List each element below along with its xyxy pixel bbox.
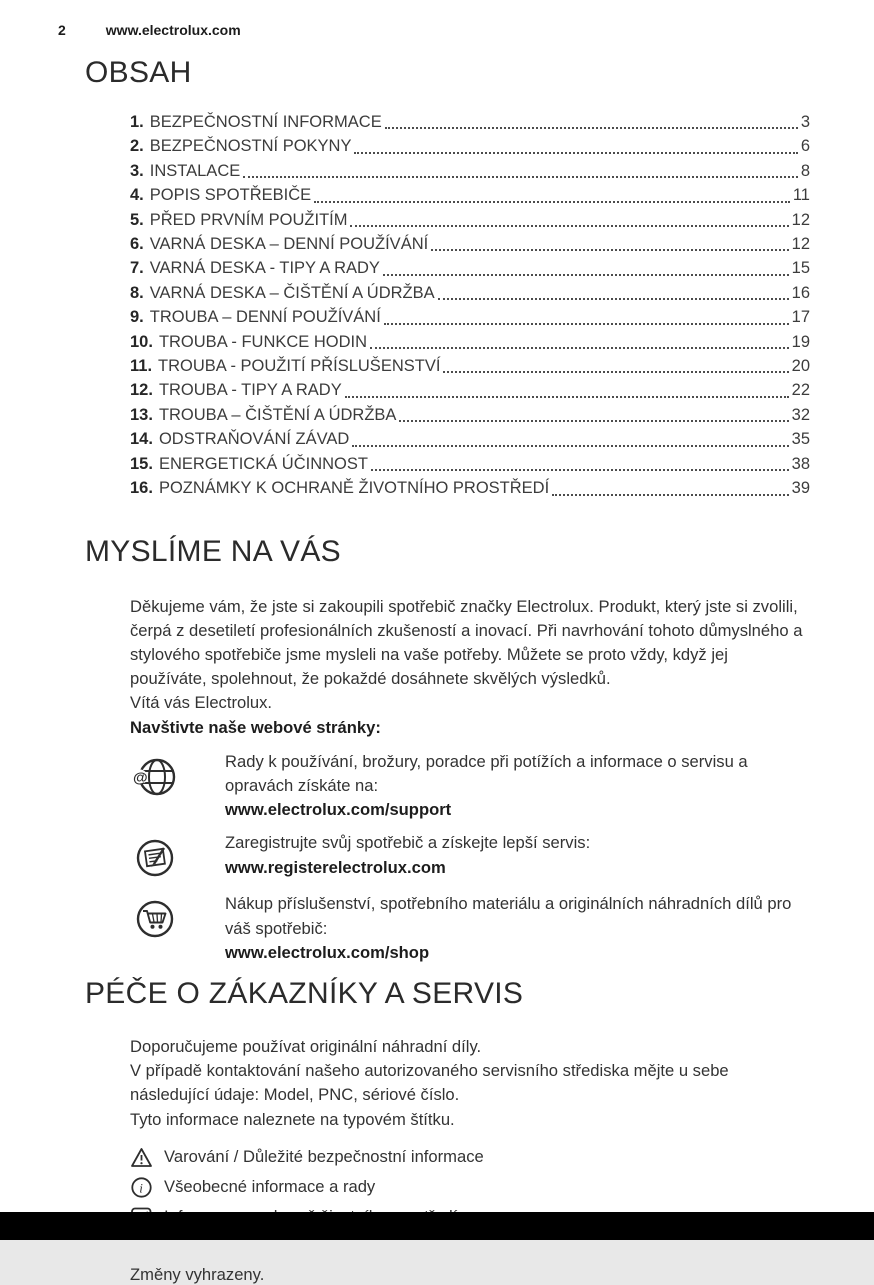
visit-label: Navštivte naše webové stránky: [130, 717, 381, 737]
warning-note-text: Varování / Důležité bezpečnostní informace [164, 1147, 484, 1167]
register-text: Zaregistrujte svůj spotřebič a získejte lepší servis: [225, 833, 591, 853]
toc-entry[interactable] [130, 110, 810, 134]
toc-entry-label: ENERGETICKÁ ÚČINNOST [158, 454, 368, 473]
toc-entry-label: ODSTRAŇOVÁNÍ ZÁVAD [158, 430, 350, 449]
welcome-line: Vítá vás Electrolux. [130, 693, 273, 713]
toc-entry-label: PŘED PRVNÍM POUŽITÍM [149, 210, 348, 229]
toc-entry-number: 9. [130, 308, 144, 327]
toc-entry[interactable] [130, 256, 810, 280]
toc-entry-page: 6 [800, 137, 810, 156]
toc-entry-page: 32 [791, 405, 810, 424]
globe-icon [130, 752, 180, 802]
toc-leader-dots [438, 298, 789, 300]
toc-entry-number: 3. [130, 161, 144, 180]
toc-entry-label: TROUBA - POUŽITÍ PŘÍSLUŠENSTVÍ [158, 357, 441, 376]
toc-entry-number: 7. [130, 259, 144, 278]
toc-entry-label: TROUBA - FUNKCE HODIN [158, 332, 368, 351]
toc-entry-number: 6. [130, 235, 144, 254]
shop-link-text [225, 892, 810, 965]
info-icon [130, 1176, 153, 1199]
toc-entry-label: VARNÁ DESKA – ČIŠTĚNÍ A ÚDRŽBA [149, 283, 435, 302]
toc-entry[interactable] [130, 330, 810, 354]
care-title: PÉČE O ZÁKAZNÍKY A SERVIS [85, 976, 524, 1010]
toc-entry[interactable] [130, 476, 810, 500]
toc-leader-dots [345, 396, 789, 398]
toc-entry-page: 12 [791, 210, 810, 229]
shop-text: Nákup příslušenství, spotřebního materiálu a originálních náhradních dílů pro váš spotřebič: [225, 894, 792, 938]
register-icon [130, 833, 180, 883]
care-line-2: V případě kontaktování našeho autorizovaného servisního střediska mějte u sebe následující údaje: Model, PNC, sériové číslo. [130, 1061, 729, 1105]
cart-icon [130, 894, 180, 944]
toc-entry-label: INSTALACE [149, 161, 241, 180]
care-line-1: Doporučujeme používat originální náhradní díly. [130, 1036, 482, 1056]
toc-leader-dots [399, 420, 788, 422]
toc-entry[interactable] [130, 281, 810, 305]
toc-leader-dots [384, 323, 789, 325]
toc-entry-label: POPIS SPOTŘEBIČE [149, 186, 312, 205]
page-header [0, 0, 874, 38]
toc-entry-number: 11. [130, 357, 153, 376]
toc-entry-number: 4. [130, 186, 144, 205]
toc-entry-page: 16 [791, 283, 810, 302]
toc-leader-dots [314, 201, 790, 203]
page-number: 2 [58, 22, 66, 38]
toc-entry-label: POZNÁMKY K OCHRANĚ ŽIVOTNÍHO PROSTŘEDÍ [158, 479, 550, 498]
toc-entry-number: 2. [130, 137, 144, 156]
toc-entry-label: TROUBA - TIPY A RADY [158, 381, 342, 400]
toc-entry-label: TROUBA – DENNÍ POUŽÍVÁNÍ [149, 308, 381, 327]
toc-entry-label: VARNÁ DESKA – DENNÍ POUŽÍVÁNÍ [149, 235, 429, 254]
toc-entry-label: BEZPEČNOSTNÍ POKYNY [149, 137, 352, 156]
info-note [130, 1176, 804, 1199]
toc-entry-page: 17 [791, 308, 810, 327]
toc-entry[interactable] [130, 427, 810, 451]
toc-entry[interactable] [130, 403, 810, 427]
toc-leader-dots [354, 152, 797, 154]
shop-url[interactable]: www.electrolux.com/shop [225, 942, 430, 962]
info-note-text: Všeobecné informace a rady [164, 1177, 376, 1197]
toc-entry[interactable] [130, 183, 810, 207]
register-url[interactable]: www.registerelectrolux.com [225, 857, 446, 877]
support-url[interactable]: www.electrolux.com/support [225, 800, 452, 820]
toc-leader-dots [243, 176, 798, 178]
care-line-3: Tyto informace naleznete na typovém štítku. [130, 1109, 455, 1129]
toc-leader-dots [552, 494, 788, 496]
toc-entry-page: 35 [791, 430, 810, 449]
toc-entry-number: 12. [130, 381, 153, 400]
intro-paragraph: Děkujeme vám, že jste si zakoupili spotřebič značky Electrolux. Produkt, který jste si zvolili, čerpá z desetiletí profesionálních zkušeností a inovací. Při navrhování tohoto důmyslného a stylového spotřebiče jsme mysleli na vaše potřeby. Můžete se proto vždy, když jej používáte, spolehnout, že pokaždé dosáhnete skvělých výsledků. [130, 596, 803, 689]
toc-title: OBSAH [85, 56, 192, 89]
toc-leader-dots [443, 371, 788, 373]
toc-entry[interactable] [130, 208, 810, 232]
warning-note [130, 1146, 804, 1169]
toc-entry-page: 38 [791, 454, 810, 473]
toc-leader-dots [370, 347, 789, 349]
toc-entry-page: 19 [791, 332, 810, 351]
toc-entry[interactable] [130, 305, 810, 329]
toc-entry-page: 22 [791, 381, 810, 400]
care-body [130, 1035, 804, 1132]
we-think-title: MYSLÍME NA VÁS [85, 534, 341, 568]
toc-entry-label: VARNÁ DESKA - TIPY A RADY [149, 259, 380, 278]
toc-entry-number: 15. [130, 454, 153, 473]
table-of-contents [130, 110, 810, 501]
shop-link-item [130, 892, 810, 965]
changes-reserved-note: Změny vyhrazeny. [130, 1264, 265, 1284]
website-header: www.electrolux.com [105, 22, 241, 38]
warning-icon [130, 1146, 153, 1169]
toc-entry-number: 1. [130, 113, 144, 131]
toc-entry-page: 15 [791, 259, 810, 278]
toc-entry-page: 20 [791, 357, 810, 376]
toc-entry-number: 10. [130, 332, 153, 351]
page-footer-bar [0, 1212, 874, 1240]
toc-entry-number: 14. [130, 430, 153, 449]
toc-leader-dots [383, 274, 789, 276]
toc-leader-dots [385, 127, 798, 129]
toc-leader-dots [431, 249, 788, 251]
toc-entry[interactable] [130, 354, 810, 378]
toc-leader-dots [350, 225, 788, 227]
toc-entry-page: 12 [791, 235, 810, 254]
toc-entry[interactable] [130, 232, 810, 256]
toc-entry-page: 11 [792, 186, 810, 205]
toc-entry[interactable] [130, 134, 810, 158]
toc-entry[interactable] [130, 159, 810, 183]
toc-entry[interactable] [130, 452, 810, 476]
toc-entry-label: BEZPEČNOSTNÍ INFORMACE [149, 113, 382, 131]
register-link-item [130, 831, 810, 883]
weblinks [130, 750, 810, 965]
toc-entry-page: 39 [791, 479, 810, 498]
toc-entry-page: 8 [800, 161, 810, 180]
register-link-text [225, 831, 590, 879]
we-think-body [130, 595, 804, 740]
support-text: Rady k používání, brožury, poradce při potížích a informace o servisu a opravách získáte na: [225, 751, 748, 795]
toc-entry-number: 16. [130, 479, 153, 498]
svg-text:@: @ [133, 769, 148, 787]
toc-entry-label: TROUBA – ČIŠTĚNÍ A ÚDRŽBA [158, 405, 397, 424]
support-link-text [225, 750, 810, 823]
svg-text:i: i [139, 1180, 143, 1196]
toc-entry-page: 3 [800, 113, 810, 131]
toc-leader-dots [371, 469, 789, 471]
toc-entry-number: 13. [130, 405, 153, 424]
support-link-item [130, 750, 810, 823]
toc-entry-number: 5. [130, 210, 144, 229]
toc-entry[interactable] [130, 378, 810, 402]
toc-leader-dots [352, 445, 788, 447]
toc-entry-number: 8. [130, 283, 144, 302]
